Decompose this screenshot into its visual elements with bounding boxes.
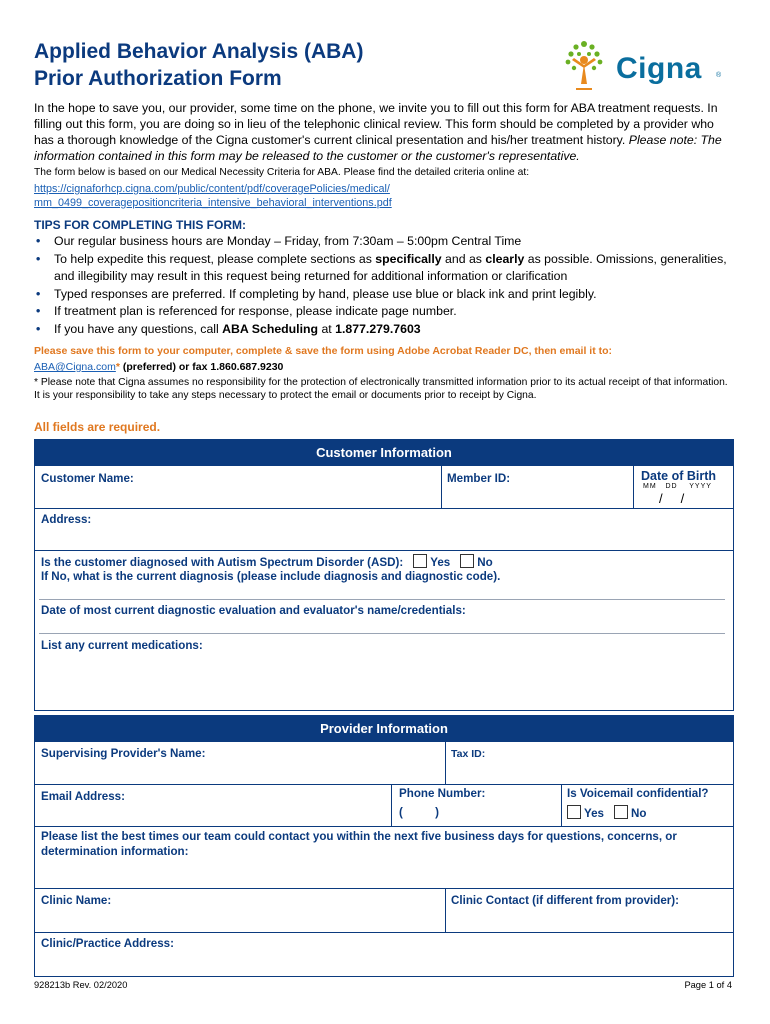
tip-emphasis: ABA Scheduling bbox=[222, 321, 319, 336]
evaluation-label: Date of most current diagnostic evaluation and evaluator's name/credentials: bbox=[41, 604, 466, 617]
page-number: Page 1 of 4 bbox=[684, 980, 732, 990]
tip-text: and as bbox=[441, 251, 486, 266]
asd-question-text: Is the customer diagnosed with Autism Spectrum Disorder (ASD): bbox=[41, 556, 404, 569]
address-label: Address: bbox=[41, 513, 92, 526]
voicemail-no-checkbox[interactable] bbox=[614, 805, 628, 819]
tip-text: If you have any questions, call bbox=[54, 321, 223, 336]
asd-yes-checkbox[interactable] bbox=[413, 554, 427, 568]
tip-text: Typed responses are preferred. If completing by hand, please use blue or black ink and print legibly. bbox=[54, 286, 597, 301]
clinic-contact-label: Clinic Contact (if different from provider): bbox=[451, 894, 680, 907]
voicemail-no-label: No bbox=[631, 807, 647, 820]
bullet: • bbox=[36, 321, 41, 336]
bullet: • bbox=[36, 251, 41, 266]
clinic-address-label: Clinic/Practice Address: bbox=[41, 937, 174, 950]
bullet: • bbox=[36, 286, 41, 301]
tip-item bbox=[34, 303, 734, 321]
asd-no-checkbox[interactable] bbox=[460, 554, 474, 568]
asd-question bbox=[41, 554, 493, 569]
intro-text: In the hope to save you, our provider, some time on the phone, we invite you to fill out this form for ABA treatment requests. In filling out this form, you are doing so in lieu of the telephonic clinical review. This form should be completed by a provider who has a thorough knowledge of the Cigna customer's current clinical presentation and his/her treatment history. bbox=[34, 101, 718, 147]
voicemail-label: Is Voicemail confidential? bbox=[567, 787, 709, 800]
best-times-label: Please list the best times our team could contact you within the next five business days for questions, concerns, or determination information: bbox=[41, 830, 677, 858]
title-line-2: Prior Authorization Form bbox=[34, 67, 282, 90]
intro-paragraph bbox=[34, 100, 734, 164]
tip-item bbox=[34, 321, 734, 339]
medications-label: List any current medications: bbox=[41, 639, 203, 652]
provider-section-heading: Provider Information bbox=[35, 716, 733, 742]
criteria-text: The form below is based on our Medical Necessity Criteria for ABA. Please find the detailed criteria online at: bbox=[34, 167, 530, 178]
member-id-label: Member ID: bbox=[447, 472, 511, 485]
dob-label: Date of Birth bbox=[641, 469, 716, 483]
tip-text: If treatment plan is referenced for response, please indicate page number. bbox=[54, 304, 457, 318]
criteria-link-line-1[interactable]: https://cignaforhcp.cigna.com/public/content/pdf/coveragePolicies/medical/ bbox=[34, 183, 390, 195]
voicemail-yes-label: Yes bbox=[584, 807, 604, 820]
tips-list bbox=[34, 233, 734, 338]
criteria-link-line-2[interactable]: mm_0499_coveragepositioncriteria_intensive_behavioral_interventions.pdf bbox=[34, 197, 392, 209]
voicemail-yes-checkbox[interactable] bbox=[567, 805, 581, 819]
tip-emphasis: clearly bbox=[485, 251, 525, 266]
customer-section bbox=[34, 439, 734, 711]
provider-section bbox=[34, 715, 734, 977]
tip-item bbox=[34, 286, 734, 304]
dob-slashes: / / bbox=[659, 491, 685, 506]
email-line bbox=[34, 361, 283, 373]
email-link[interactable]: ABA@Cigna.com bbox=[34, 361, 116, 373]
phone-number-label: Phone Number: bbox=[399, 787, 486, 800]
title-line-1: Applied Behavior Analysis (ABA) bbox=[34, 40, 364, 63]
disclaimer: * Please note that Cigna assumes no responsibility for the protection of electronically transmitted information prior to its actual receipt of that information. It is your responsibility to take any steps necessary to protect the email or documents prior to receipt by Cigna. bbox=[34, 377, 728, 401]
tip-text: at bbox=[318, 321, 336, 336]
registered-mark: ® bbox=[716, 72, 722, 79]
tips-heading: TIPS FOR COMPLETING THIS FORM: bbox=[34, 218, 246, 232]
fax-text: (preferred) or fax 1.860.687.9230 bbox=[119, 361, 284, 373]
form-title bbox=[34, 38, 363, 92]
phone-format: ( ) bbox=[399, 806, 439, 819]
asd-no-label: No bbox=[477, 556, 493, 569]
customer-name-label: Customer Name: bbox=[41, 472, 134, 485]
email-address-label: Email Address: bbox=[41, 790, 125, 803]
asd-yes-label: Yes bbox=[430, 556, 451, 569]
clinic-name-label: Clinic Name: bbox=[41, 894, 112, 907]
voicemail-options bbox=[557, 805, 646, 820]
intro-note: Please note: The information contained in this form may be released to the customer or the customer's representative. bbox=[34, 133, 722, 163]
cigna-logo-text: Cigna bbox=[616, 52, 702, 85]
customer-section-heading: Customer Information bbox=[35, 440, 733, 466]
tip-item bbox=[34, 233, 734, 251]
tip-emphasis: specifically bbox=[375, 251, 442, 266]
bullet: • bbox=[36, 304, 41, 318]
diagnosis-question: If No, what is the current diagnosis (please include diagnosis and diagnostic code). bbox=[41, 570, 501, 583]
tip-text: Our regular business hours are Monday – Friday, from 7:30am – 5:00pm Central Time bbox=[54, 234, 522, 248]
tax-id-label: Tax ID: bbox=[451, 748, 486, 760]
tip-item bbox=[34, 251, 734, 286]
required-notice: All fields are required. bbox=[34, 420, 161, 434]
phone-number: 1.877.279.7603 bbox=[335, 321, 421, 336]
email-asterisk: * bbox=[115, 361, 120, 373]
criteria-block bbox=[34, 166, 734, 210]
bullet: • bbox=[36, 234, 41, 248]
save-instructions: Please save this form to your computer, complete & save the form using Adobe Acrobat Reader DC, then email it to: bbox=[34, 345, 613, 357]
dob-format: MM DD YYYY bbox=[643, 483, 712, 490]
tip-text: To help expedite this request, please complete sections as bbox=[54, 251, 376, 266]
supervising-provider-label: Supervising Provider's Name: bbox=[41, 747, 206, 760]
tip-text: as possible. Omissions, generalities, and illegibility may result in this request being returned for additional information or clarification bbox=[54, 251, 727, 283]
form-id: 928213b Rev. 02/2020 bbox=[34, 980, 128, 990]
